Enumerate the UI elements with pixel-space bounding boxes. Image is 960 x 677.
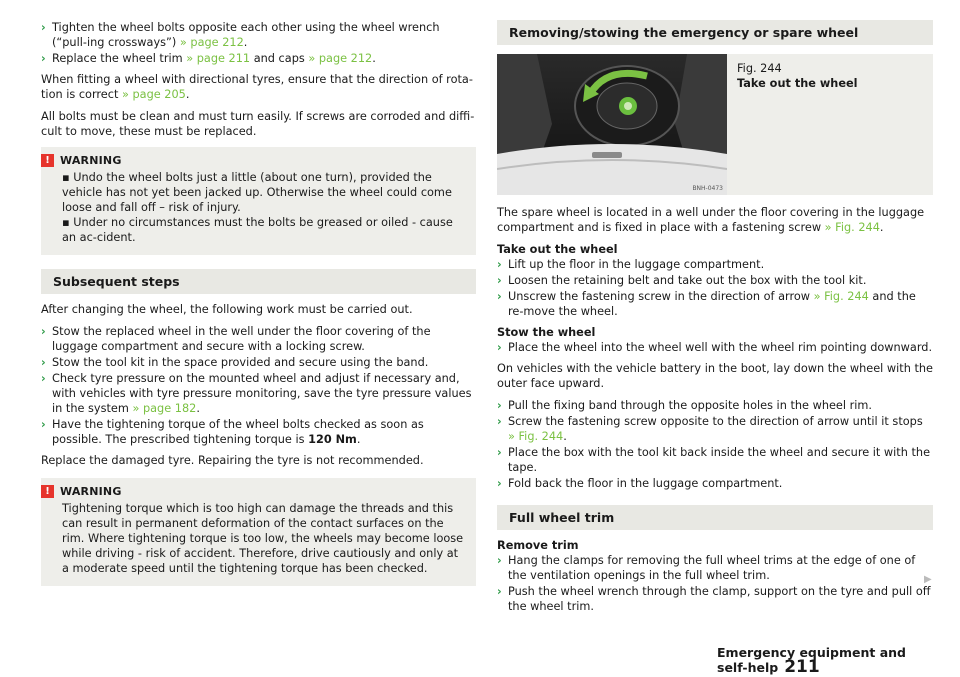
chevron-icon: ›	[497, 274, 502, 287]
battery-paragraph: On vehicles with the vehicle battery in the boot, lay down the wheel with the outer face upward.	[497, 362, 933, 390]
step-text: Unscrew the fastening screw in the direction of arrow	[508, 290, 814, 303]
step-item	[497, 273, 933, 288]
stow-steps-continued	[497, 398, 933, 491]
chevron-icon: ›	[497, 290, 502, 303]
step-item	[497, 398, 933, 413]
step-item	[497, 414, 933, 444]
warning-icon: !	[41, 485, 54, 498]
step-item	[41, 355, 476, 370]
chapter-title: Emergency equipment and self-help	[717, 645, 907, 675]
warning-box-1	[41, 147, 476, 255]
take-out-steps	[497, 257, 933, 319]
step-item	[41, 417, 476, 447]
figure-number: Fig. 244	[737, 62, 782, 75]
chevron-icon: ›	[41, 325, 46, 338]
replace-tyre-paragraph: Replace the damaged tyre. Repairing the tyre is not recommended.	[41, 454, 424, 467]
section-heading-full-wheel-trim: Full wheel trim	[497, 505, 933, 530]
step-text: Pull the fixing band through the opposite holes in the wheel rim.	[508, 399, 872, 412]
remove-trim-steps	[497, 553, 933, 614]
figure-code: BNH-0473	[692, 185, 723, 192]
warning-title: WARNING	[60, 154, 122, 167]
step-text: .	[243, 36, 248, 49]
step-text: Push the wheel wrench through the clamp, support on the tyre and pull off the wheel trim.	[508, 585, 931, 613]
figure-link[interactable]: » Fig. 244	[824, 221, 880, 234]
chevron-icon: ›	[41, 356, 46, 369]
warning-icon: !	[41, 154, 54, 167]
warning-box-2	[41, 478, 476, 586]
step-item	[497, 476, 933, 491]
step-item	[497, 553, 933, 583]
chevron-icon: ›	[497, 446, 502, 459]
chevron-icon: ›	[497, 554, 502, 567]
chevron-icon: ›	[497, 399, 502, 412]
step-text: Check tyre pressure on the mounted wheel and adjust if necessary and, with vehicles with tyre pressure monitoring, save the tyre pressure values in the system	[52, 372, 472, 415]
page-link[interactable]: » page 205	[122, 88, 186, 101]
chevron-icon: ›	[497, 477, 502, 490]
remove-trim-heading: Remove trim	[497, 539, 579, 552]
step-text: .	[563, 430, 567, 443]
step-text: and the re-move the wheel.	[508, 290, 916, 318]
step-text: .	[372, 52, 376, 65]
section-heading-subsequent-steps: Subsequent steps	[41, 269, 476, 294]
chevron-icon: ›	[41, 21, 46, 34]
step-text: .	[196, 402, 200, 415]
page-link[interactable]: » Fig. 244	[508, 430, 564, 443]
step-text: Replace the wheel trim	[52, 52, 187, 65]
step-item	[41, 324, 476, 354]
spare-wheel-image	[497, 54, 727, 195]
chevron-icon: ›	[41, 372, 46, 385]
chevron-icon: ›	[41, 418, 46, 431]
spare-wheel-illustration	[497, 54, 727, 195]
step-item	[41, 20, 476, 50]
step-text: Stow the replaced wheel in the well under the floor covering of the luggage compartment and secure with a locking screw.	[52, 325, 431, 353]
step-item	[497, 289, 933, 319]
step-text: Place the wheel into the wheel well with the wheel rim pointing downward.	[508, 341, 933, 354]
chevron-icon: ›	[497, 258, 502, 271]
page-link[interactable]: » page 212	[179, 36, 244, 49]
step-text: Lift up the floor in the luggage compartment.	[508, 258, 765, 271]
page-number: 211	[784, 657, 820, 677]
page-link[interactable]: » page 182	[132, 402, 197, 415]
torque-value: 120 Nm	[308, 433, 357, 446]
page-link[interactable]: » Fig. 244	[813, 290, 869, 303]
stow-heading: Stow the wheel	[497, 326, 596, 339]
stow-steps	[497, 340, 933, 355]
page-footer	[717, 645, 937, 675]
take-out-heading: Take out the wheel	[497, 243, 618, 256]
step-text: .	[356, 433, 361, 446]
step-text: Fold back the floor in the luggage compartment.	[508, 477, 783, 490]
step-text: and caps	[250, 52, 309, 65]
step-item	[497, 445, 933, 475]
warning-title: WARNING	[60, 485, 122, 498]
page-link[interactable]: » page 212	[308, 52, 373, 65]
chevron-icon: ›	[497, 585, 502, 598]
section-heading-spare-wheel: Removing/stowing the emergency or spare wheel	[497, 20, 933, 45]
right-column	[497, 20, 933, 615]
figure-title: Take out the wheel	[737, 77, 858, 90]
left-column	[41, 20, 476, 598]
subsequent-steps-list	[41, 324, 476, 447]
chevron-icon: ›	[41, 52, 46, 65]
page-link[interactable]: » page 211	[186, 52, 251, 65]
figure-244	[497, 54, 933, 195]
chevron-icon: ›	[497, 415, 502, 428]
intro-steps	[41, 20, 476, 66]
step-item	[41, 371, 476, 416]
spare-wheel-location-paragraph: The spare wheel is located in a well under the floor covering in the luggage compartment and is fixed in place with a fastening screw » Fig. 244.	[497, 206, 925, 234]
step-text: Place the box with the tool kit back inside the wheel and secure it with the tape.	[508, 446, 931, 474]
step-text: Tighten the wheel bolts opposite each other using the wheel wrench (“pull-ing crossways”)	[52, 21, 440, 49]
step-item	[497, 340, 933, 355]
warning-item: ▪ Under no circumstances must the bolts be greased or oiled - cause an ac-cident.	[62, 216, 453, 244]
step-item	[497, 257, 933, 272]
step-text: Screw the fastening screw opposite to the direction of arrow until it stops	[508, 415, 923, 428]
directional-tyres-paragraph: When fitting a wheel with directional tyres, ensure that the direction of rota-tion is correct » page 205.	[41, 73, 473, 101]
bolts-paragraph: All bolts must be clean and must turn easily. If screws are corroded and diffi-cult to move, these must be replaced.	[41, 110, 475, 138]
step-item	[41, 51, 476, 66]
section-intro: After changing the wheel, the following work must be carried out.	[41, 303, 413, 316]
chevron-icon: ›	[497, 341, 502, 354]
step-text: Hang the clamps for removing the full wheel trims at the edge of one of the ventilation openings in the full wheel trim.	[508, 554, 916, 582]
step-text: Loosen the retaining belt and take out the box with the tool kit.	[508, 274, 867, 287]
warning-text: Tightening torque which is too high can damage the threads and this can result in permanent deformation of the contact surfaces on the rim. Where tightening torque is too low, the wheels may become loose while driving - risk of accident. Therefore, drive cautiously and only at a moderate speed until the tightening torque has been checked.	[62, 502, 464, 575]
step-text: Have the tightening torque of the wheel bolts checked as soon as possible. The prescribed tightening torque is	[52, 418, 424, 446]
step-text: Stow the tool kit in the space provided and secure using the band.	[52, 356, 429, 369]
continue-arrow-icon: ▶	[924, 574, 932, 585]
figure-caption	[727, 54, 858, 195]
step-item	[497, 584, 933, 614]
warning-item: ▪ Undo the wheel bolts just a little (about one turn), provided the vehicle has not yet been jacked up. Otherwise the wheel could come loose and fall off – risk of injury.	[62, 171, 452, 214]
